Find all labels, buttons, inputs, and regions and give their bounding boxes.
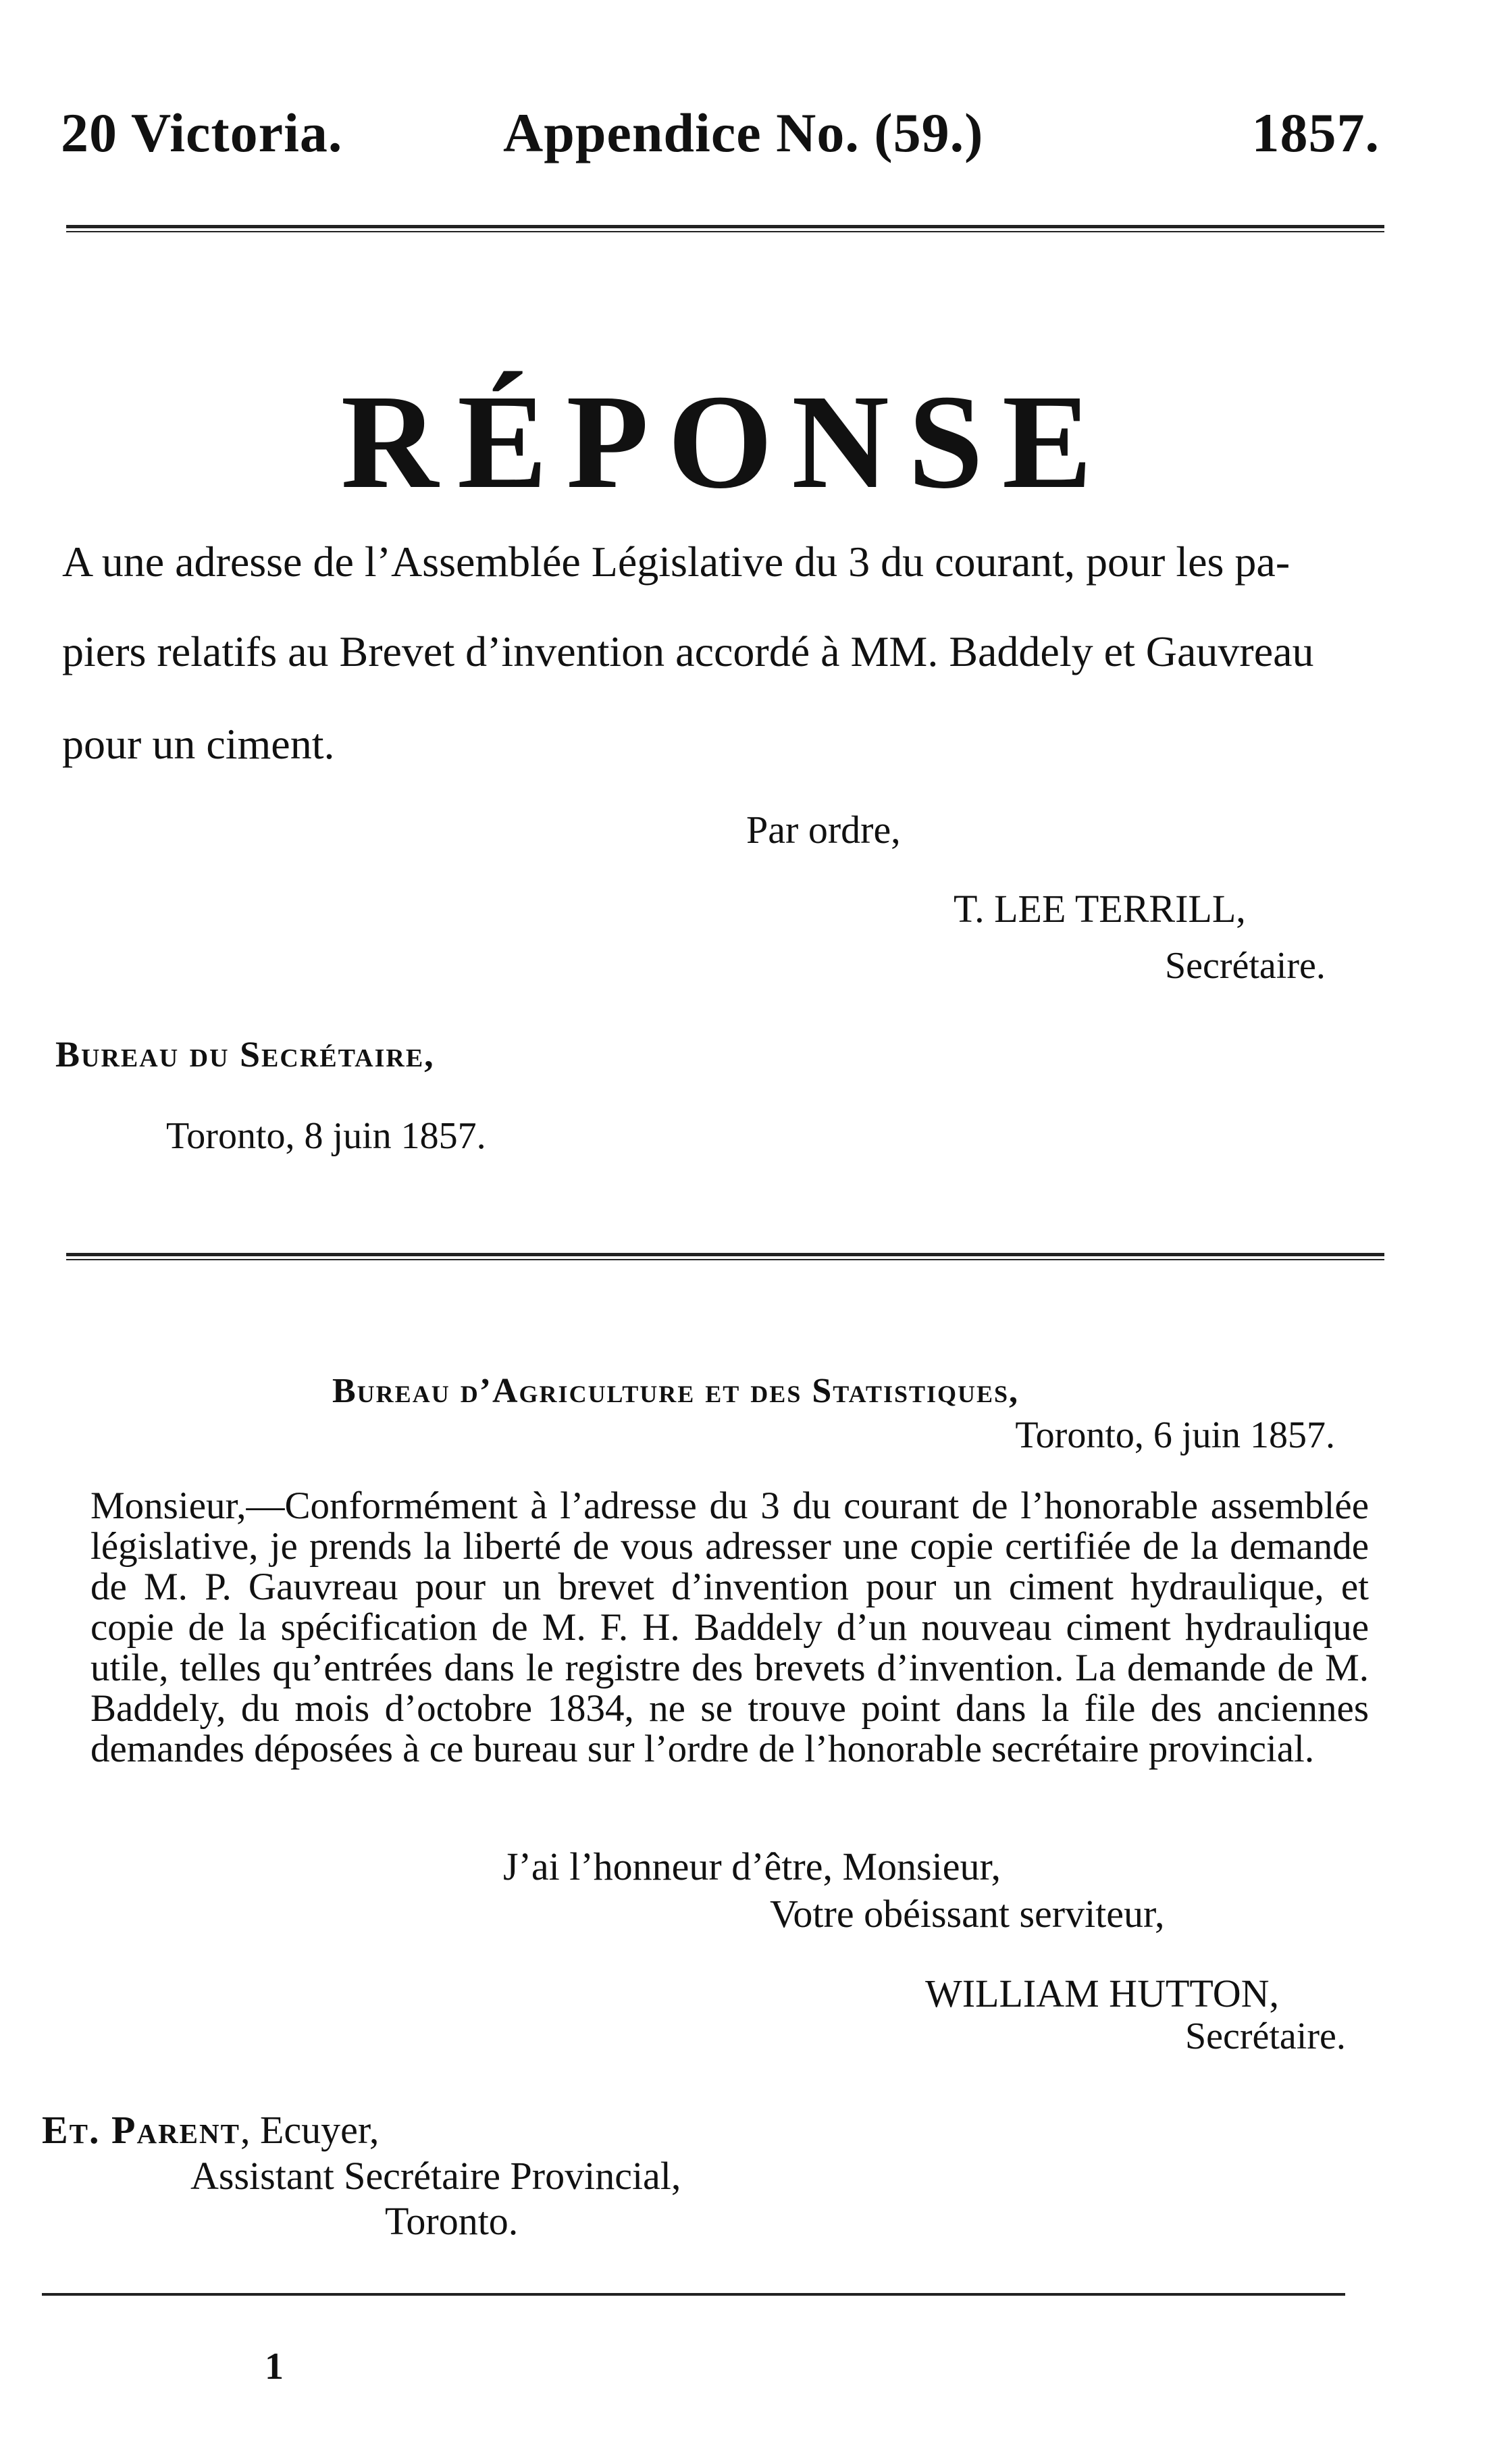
- addressee-name: [42, 2107, 379, 2153]
- letter-body: [42, 1486, 1369, 1770]
- signatory-terrill: T. LEE TERRILL,: [954, 887, 1246, 931]
- addressee-name-text: Et. Parent: [42, 2108, 240, 2152]
- page-title: RÉPONSE: [340, 367, 1112, 517]
- header-year: 1857.: [1251, 102, 1380, 163]
- letter-closing-1: J’ai l’honneur d’être, Monsieur,: [503, 1845, 1001, 1888]
- header-rule: [66, 225, 1384, 232]
- page-number: 1: [265, 2346, 284, 2388]
- footer-rule: [42, 2293, 1345, 2296]
- addressee-title: Assistant Secrétaire Provincial,: [190, 2154, 681, 2198]
- role-secretaire-2: Secrétaire.: [1185, 2015, 1346, 2057]
- office-secretaire: Bureau du Secrétaire,: [55, 1034, 435, 1075]
- addressee-name-suffix: , Ecuyer,: [240, 2108, 380, 2152]
- letter-place-date: Toronto, 6 juin 1857.: [1015, 1414, 1335, 1456]
- intro-line-3: pour un ciment.: [62, 720, 335, 768]
- section-rule: [66, 1253, 1384, 1260]
- role-secretaire-1: Secrétaire.: [1165, 945, 1326, 987]
- addressee-city: Toronto.: [385, 2199, 519, 2243]
- header-appendix: Appendice No. (59.): [503, 102, 984, 163]
- letter-paragraph: Monsieur,—Conformément à l’adresse du 3 du courant de l’honorable assemblée législative, je prends la liberté de vous adresser une copie certifiée de la demande de M. P. Gauvreau pour un brevet d’invention pour un ciment hydraulique, et copie de la spécification de M. F. H. Baddely d’un nouveau ciment hydraulique utile, telles qu’entrées dans le registre des brevets d’invention. La demande de M. Baddely, du mois d’octobre 1834, ne se trouve point dans la file des anciennes demandes déposées à ce bureau sur l’ordre de l’honorable secrétaire provincial.: [90, 1485, 1369, 1770]
- intro-line-2: piers relatifs au Brevet d’invention accordé à MM. Baddely et Gauvreau: [62, 627, 1314, 675]
- par-ordre: Par ordre,: [746, 808, 901, 852]
- letter-closing-2: Votre obéissant serviteur,: [770, 1892, 1165, 1936]
- office-place-date: Toronto, 8 juin 1857.: [166, 1115, 486, 1157]
- letter-office: Bureau d’Agriculture et des Statistiques,: [332, 1372, 1020, 1410]
- signatory-hutton: WILLIAM HUTTON,: [925, 1972, 1280, 2015]
- header-session: 20 Victoria.: [61, 102, 343, 163]
- intro-line-1: A une adresse de l’Assemblée Législative du 3 du courant, pour les pa-: [62, 538, 1291, 586]
